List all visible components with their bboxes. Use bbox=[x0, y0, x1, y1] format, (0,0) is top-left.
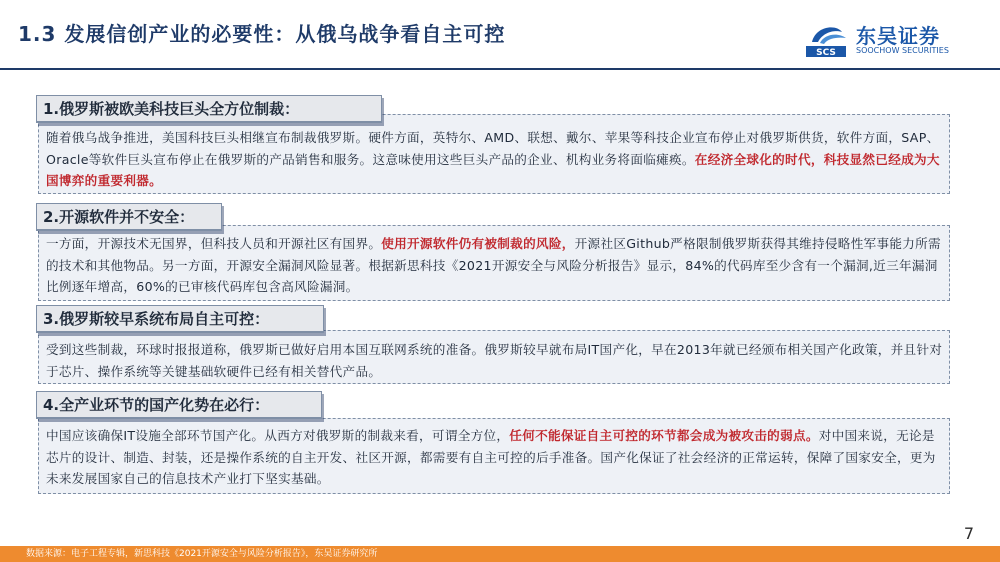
section-4-highlight: 任何不能保证自主可控的环节都会成为被攻击的弱点。 bbox=[509, 428, 819, 443]
section-4-heading: 4.全产业环节的国产化势在必行： bbox=[36, 391, 322, 419]
logo-mark-icon bbox=[806, 22, 852, 58]
section-4-text bbox=[46, 425, 944, 490]
logo-name-cn: 东吴证券 bbox=[856, 24, 940, 48]
logo-mark-text: SCS bbox=[816, 48, 836, 58]
company-logo bbox=[806, 22, 986, 62]
section-2-highlight: 使用开源软件仍有被制裁的风险， bbox=[381, 236, 575, 251]
section-1-heading: 1.俄罗斯被欧美科技巨头全方位制裁： bbox=[36, 95, 382, 123]
section-2-text bbox=[46, 233, 944, 298]
section-4-text-b: 对中国来说，无论是芯片的设计、制造、封装，还是操作系统的自主开发、社区开源，都需要有自主可控的后手准备。国产化保证了社会经济的正常运转，保障了国家安全，更为未来发展国家自己的信息技术产业打下坚实基础。 bbox=[46, 428, 936, 486]
section-1-text-a: 随着俄乌战争推进，美国科技巨头相继宣布制裁俄罗斯。硬件方面，英特尔、AMD、联想、戴尔、苹果等科技企业宣布停止对俄罗斯供货，软件方面，SAP、Oracle等软件巨头宣布停止在俄罗斯的产品销售和服务。这意味使用这些巨头产品的企业、机构业务将面临瘫痪。 bbox=[46, 130, 940, 167]
section-4-text-a: 中国应该确保IT设施全部环节国产化。从西方对俄罗斯的制裁来看，可谓全方位， bbox=[46, 428, 510, 443]
section-3-text-a: 受到这些制裁，环球时报报道称，俄罗斯已做好启用本国互联网系统的准备。俄罗斯较早就布局IT国产化，早在2013年就已经颁布相关国产化政策，并且针对于芯片、操作系统等关键基础软硬件已经有相关替代产品。 bbox=[46, 342, 943, 379]
header-divider bbox=[0, 68, 1000, 70]
section-2-text-a: 一方面，开源技术无国界，但科技人员和开源社区有国界。 bbox=[46, 236, 382, 251]
section-3-heading: 3.俄罗斯较早系统布局自主可控： bbox=[36, 305, 324, 333]
section-3-text bbox=[46, 339, 944, 382]
footer-source: 数据来源：电子工程专辑，新思科技《2021开源安全与风险分析报告》，东吴证券研究所 bbox=[0, 546, 1000, 562]
page-title: 1.3 发展信创产业的必要性：从俄乌战争看自主可控 bbox=[18, 22, 506, 46]
section-2-text-b: 开源社区Github严格限制俄罗斯获得其维持侵略性军事能力所需的技术和其他物品。另一方面，开源安全漏洞风险显著。根据新思科技《2021开源安全与风险分析报告》显示，84%的代码库至少含有一个漏洞,近三年漏洞比例逐年增高，60%的已审核代码库包含高风险漏洞。 bbox=[46, 236, 941, 294]
page-number: 7 bbox=[963, 524, 974, 543]
section-1-highlight: 在经济全球化的时代，科技显然已经成为大国博弈的重要利器。 bbox=[46, 151, 940, 188]
section-1-text bbox=[46, 127, 944, 192]
logo-name-en: SOOCHOW SECURITIES bbox=[856, 46, 949, 55]
section-2-heading: 2.开源软件并不安全： bbox=[36, 203, 222, 231]
